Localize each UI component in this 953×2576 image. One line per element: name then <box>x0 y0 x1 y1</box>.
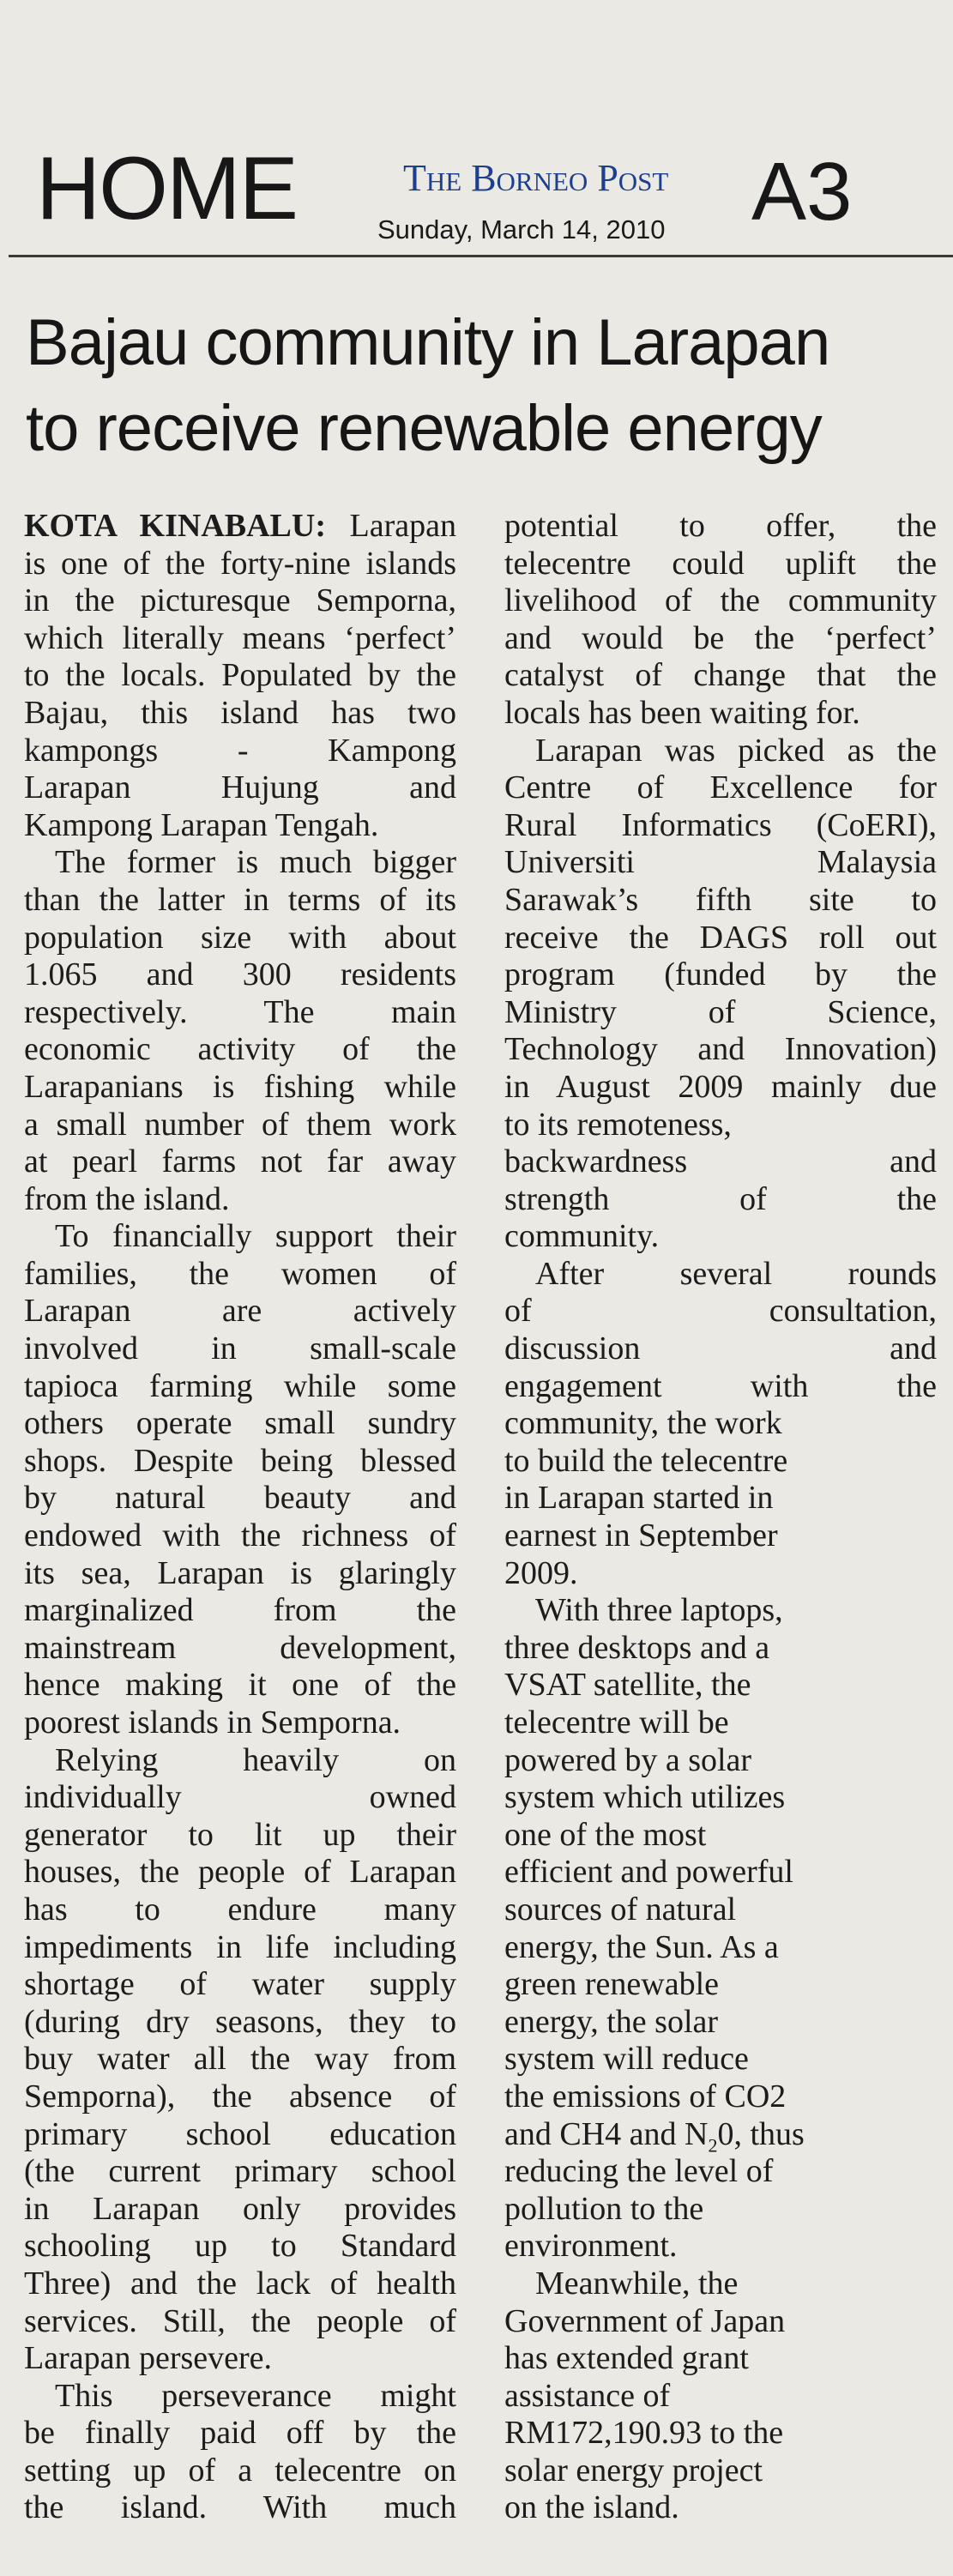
article-line: and would be the ‘perfect’ <box>504 619 937 656</box>
article-line: Sarawak’s fifth site to <box>504 881 937 918</box>
article-line: be finally paid off by the <box>24 2415 456 2452</box>
article-line: in Larapan only provides <box>24 2190 456 2227</box>
article-line: (the current primary school <box>24 2153 456 2190</box>
article-line: Bajau, this island has two <box>24 694 456 731</box>
article-line: by natural beauty and <box>24 1480 456 1517</box>
article-line: generator to lit up their <box>24 1816 456 1853</box>
article-line: Larapan Hujung and <box>24 769 456 806</box>
article-line: This perseverance might <box>55 2377 456 2414</box>
article-line: and CH4 and $N_20$, thus <box>504 2115 805 2157</box>
article-line: potential to offer, the <box>504 508 937 544</box>
article-line: to the locals. Populated by the <box>24 657 456 694</box>
article-line: earnest in September <box>504 1517 778 1554</box>
article-line: tapioca farming while some <box>24 1367 456 1404</box>
article-line: receive the DAGS roll out <box>504 919 937 956</box>
article-line: catalyst of change that the <box>504 657 937 694</box>
article-line: With three laptops, <box>535 1592 783 1629</box>
article-line: Kampong Larapan Tengah. <box>24 806 379 843</box>
article-line: hence making it one of the <box>24 1667 456 1704</box>
article-line: discussion and <box>504 1330 937 1367</box>
article-line: primary school education <box>24 2115 456 2152</box>
article-line: respectively. The main <box>24 993 456 1030</box>
article-line: energy, the Sun. As a <box>504 1928 779 1965</box>
article-line: The former is much bigger <box>55 844 456 881</box>
article-line: kampongs - Kampong <box>24 732 456 769</box>
article-line: Larapanians is fishing while <box>24 1068 456 1105</box>
section-name: HOME <box>36 139 297 238</box>
article-line: 2009. <box>504 1554 578 1591</box>
article-line: community, the work <box>504 1405 782 1442</box>
article-line: on the island. <box>504 2489 679 2526</box>
article-line: Three) and the lack of health <box>24 2265 456 2302</box>
article-line: the emissions of CO2 <box>504 2078 787 2114</box>
article-line: shortage of water supply <box>24 1966 456 2003</box>
article-line: has extended grant <box>504 2340 749 2377</box>
article-line: poorest islands in Semporna. <box>24 1704 401 1740</box>
article-line: Relying heavily on <box>55 1741 456 1778</box>
article-line: KOTA KINABALU: Larapan <box>24 508 457 544</box>
article-line: 1.065 and 300 residents <box>24 956 456 993</box>
article-column-right <box>504 508 937 2527</box>
article-line: sources of natural <box>504 1891 737 1927</box>
article-line: energy, the solar <box>504 2003 719 2040</box>
article-line: After several rounds <box>535 1255 937 1292</box>
article-line: population size with about <box>24 919 456 956</box>
article-line: others operate small sundry <box>24 1405 456 1442</box>
article-line: setting up of a telecentre on <box>24 2452 456 2489</box>
article-line: backwardness and <box>504 1143 937 1180</box>
headline-line-1: Bajau community in Larapan <box>26 306 830 379</box>
article-line: telecentre will be <box>504 1704 729 1740</box>
article-line: a small number of them work <box>24 1106 456 1143</box>
article-line: than the latter in terms of its <box>24 881 456 918</box>
article-line: engagement with the <box>504 1367 937 1404</box>
page-number: A3 <box>751 146 853 238</box>
article-line: shops. Despite being blessed <box>24 1442 456 1479</box>
article-line: Semporna), the absence of <box>24 2078 456 2114</box>
article-line: efficient and powerful <box>504 1854 793 1891</box>
article-line: marginalized from the <box>24 1592 456 1629</box>
article-line: to its remoteness, <box>504 1106 732 1143</box>
article-line: impediments in life including <box>24 1928 456 1965</box>
article-line: environment. <box>504 2228 678 2265</box>
article-line: strength of the <box>504 1180 937 1217</box>
issue-date: Sunday, March 14, 2010 <box>377 214 666 244</box>
article-line: to build the telecentre <box>504 1442 788 1479</box>
article-line: RM172,190.93 to the <box>504 2415 784 2452</box>
headline-line-2: to receive renewable energy <box>26 392 822 465</box>
article-line: services. Still, the people of <box>24 2302 456 2339</box>
page-header <box>0 0 953 257</box>
article-line: Rural Informatics (CoERI), <box>504 806 937 843</box>
article-line: involved in small-scale <box>24 1330 456 1367</box>
article-line: powered by a solar <box>504 1741 752 1778</box>
article-line: Government of Japan <box>504 2302 786 2339</box>
article-line: To financially support their <box>55 1218 456 1255</box>
article-line: Technology and Innovation) <box>504 1031 937 1068</box>
article-line: locals has been waiting for. <box>504 694 860 731</box>
article-dateline: KOTA KINABALU: <box>24 508 326 544</box>
article-line: is one of the forty-nine islands <box>24 545 456 582</box>
article-line: houses, the people of Larapan <box>24 1854 456 1891</box>
article-line: of consultation, <box>504 1293 937 1330</box>
article-line: (during dry seasons, they to <box>24 2003 456 2040</box>
article-line: in Larapan started in <box>504 1480 774 1517</box>
article-line: three desktops and a <box>504 1629 770 1666</box>
article-line: mainstream development, <box>24 1629 456 1666</box>
header-rule <box>9 255 953 257</box>
article-line: Universiti Malaysia <box>504 844 937 881</box>
article-line: Centre of Excellence for <box>504 769 937 806</box>
article-line: VSAT satellite, the <box>504 1667 751 1704</box>
article-line: one of the most <box>504 1816 707 1853</box>
masthead-logo: The Borneo Post <box>403 157 669 199</box>
article-line: from the island. <box>24 1180 230 1217</box>
article-line: reducing the level of <box>504 2153 774 2190</box>
article-line: at pearl farms not far away <box>24 1143 456 1180</box>
article-line: buy water all the way from <box>24 2041 456 2078</box>
article-line: pollution to the <box>504 2190 704 2227</box>
article-line: system will reduce <box>504 2041 749 2078</box>
article-line: solar energy project <box>504 2452 763 2489</box>
article-line: green renewable <box>504 1966 720 2003</box>
article-line: Larapan was picked as the <box>535 732 937 769</box>
article-line: families, the women of <box>24 1255 456 1292</box>
article-line: community. <box>504 1218 660 1255</box>
article-line: individually owned <box>24 1779 456 1816</box>
article-line: system which utilizes <box>504 1779 786 1816</box>
article-line: Meanwhile, the <box>535 2265 739 2302</box>
article-line: livelihood of the community <box>504 582 937 619</box>
article-line: Larapan are actively <box>24 1293 456 1330</box>
article-line: the island. With much <box>24 2489 456 2526</box>
article-line: Larapan persevere. <box>24 2340 273 2377</box>
article-column-left <box>24 508 456 2527</box>
article-line: its sea, Larapan is glaringly <box>24 1554 456 1591</box>
article-line: program (funded by the <box>504 956 937 993</box>
article-line: which literally means ‘perfect’ <box>24 619 456 656</box>
article-line: endowed with the richness of <box>24 1517 456 1554</box>
article-line: schooling up to Standard <box>24 2228 456 2265</box>
article-line: in August 2009 mainly due <box>504 1068 937 1105</box>
article-line: telecentre could uplift the <box>504 545 937 582</box>
article-line: in the picturesque Semporna, <box>24 582 456 619</box>
article-headline <box>26 300 935 472</box>
article-line: Ministry of Science, <box>504 993 937 1030</box>
article-line: economic activity of the <box>24 1031 456 1068</box>
article-line: has to endure many <box>24 1891 456 1927</box>
article-line: assistance of <box>504 2377 671 2414</box>
